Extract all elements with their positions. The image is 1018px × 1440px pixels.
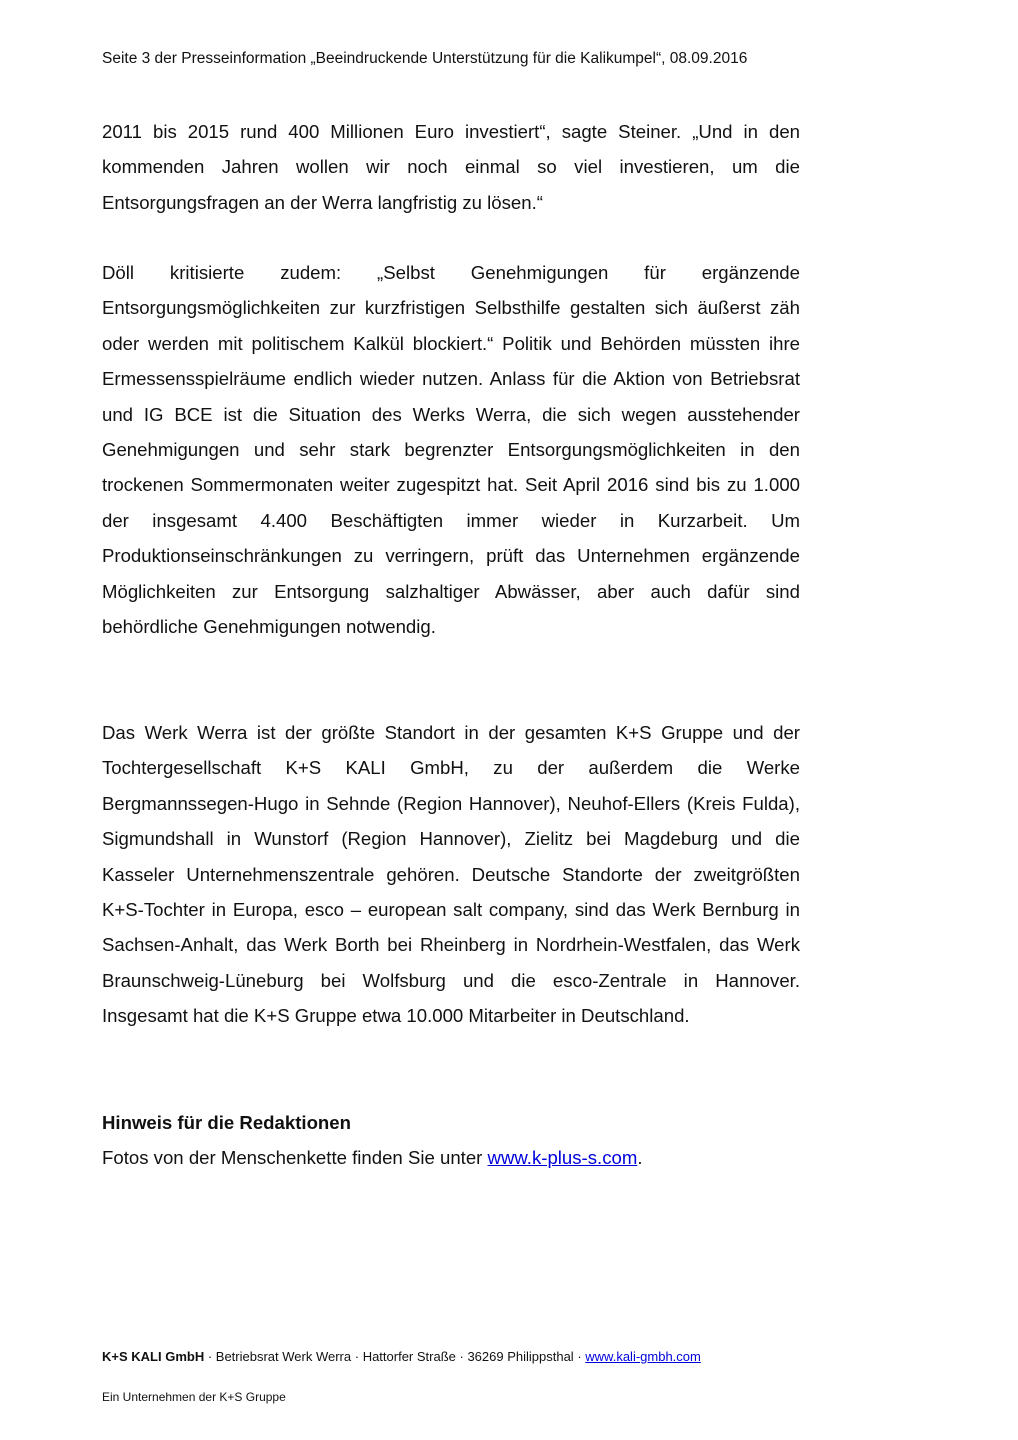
footer-separator: · bbox=[204, 1349, 216, 1364]
footer-street: Hattorfer Straße bbox=[362, 1349, 456, 1364]
footer-city: 36269 Philippsthal bbox=[467, 1349, 574, 1364]
footer-department: Betriebsrat Werk Werra bbox=[215, 1349, 352, 1364]
footer-separator: · bbox=[573, 1349, 586, 1364]
footer-subline: Ein Unternehmen der K+S Gruppe bbox=[102, 1390, 286, 1404]
photos-link[interactable]: www.k-plus-s.com bbox=[487, 1147, 638, 1168]
notice-text-before-link: Fotos von der Menschenkette finden Sie unter bbox=[102, 1147, 488, 1168]
footer-website-link[interactable]: www.kali-gmbh.com bbox=[585, 1349, 701, 1364]
page-header: Seite 3 der Presseinformation „Beeindruckende Unterstützung für die Kalikumpel“, 08.09.2016 bbox=[102, 50, 748, 67]
footer-separator: · bbox=[351, 1349, 363, 1364]
notice-text bbox=[102, 1146, 643, 1170]
footer-separator: · bbox=[455, 1349, 468, 1364]
footer-address bbox=[102, 1348, 701, 1366]
notice-heading: Hinweis für die Redaktionen bbox=[102, 1112, 351, 1133]
paragraph-1: 2011 bis 2015 rund 400 Millionen Euro investiert“, sagte Steiner. „Und in den kommenden Jahren wollen wir noch einmal so viel investieren, um die Entsorgungsfragen an der Werra langfristig zu lösen.“ bbox=[102, 121, 800, 213]
notice-text-after-link: . bbox=[637, 1147, 643, 1168]
footer-company: K+S KALI GmbH bbox=[102, 1349, 205, 1364]
paragraph-2: Döll kritisierte zudem: „Selbst Genehmigungen für ergänzende Entsorgungsmöglichkeiten zur kurzfristigen Selbsthilfe gestalten sich äußerst zäh oder werden mit politischem Kalkül blockiert.“ Politik und Behörden müssten ihre Ermessensspielräume endlich wieder nutzen. Anlass für die Aktion von Betriebsrat und IG BCE ist die Situation des Werks Werra, die sich wegen ausstehender Genehmigungen und sehr stark begrenzter Entsorgungsmöglichkeiten in den trockenen Sommermonaten weiter zugespitzt hat. Seit April 2016 sind bis zu 1.000 der insgesamt 4.400 Beschäftigten immer wieder in Kurzarbeit. Um Produktionseinschränkungen zu verringern, prüft das Unternehmen ergänzende Möglichkeiten zur Entsorgung salzhaltiger Abwässer, aber auch dafür sind behördliche Genehmigungen notwendig. bbox=[102, 262, 800, 638]
paragraph-3: Das Werk Werra ist der größte Standort in der gesamten K+S Gruppe und der Tochtergesellschaft K+S KALI GmbH, zu der außerdem die Werke Bergmannssegen-Hugo in Sehnde (Region Hannover), Neuhof-Ellers (Kreis Fulda), Sigmundshall in Wunstorf (Region Hannover), Zielitz bei Magdeburg und die Kasseler Unternehmenszentrale gehören. Deutsche Standorte der zweitgrößten K+S-Tochter in Europa, esco – european salt company, sind das Werk Bernburg in Sachsen-Anhalt, das Werk Borth bei Rheinberg in Nordrhein-Westfalen, das Werk Braunschweig-Lüneburg bei Wolfsburg und die esco-Zentrale in Hannover. Insgesamt hat die K+S Gruppe etwa 10.000 Mitarbeiter in Deutschland. bbox=[102, 722, 800, 1027]
